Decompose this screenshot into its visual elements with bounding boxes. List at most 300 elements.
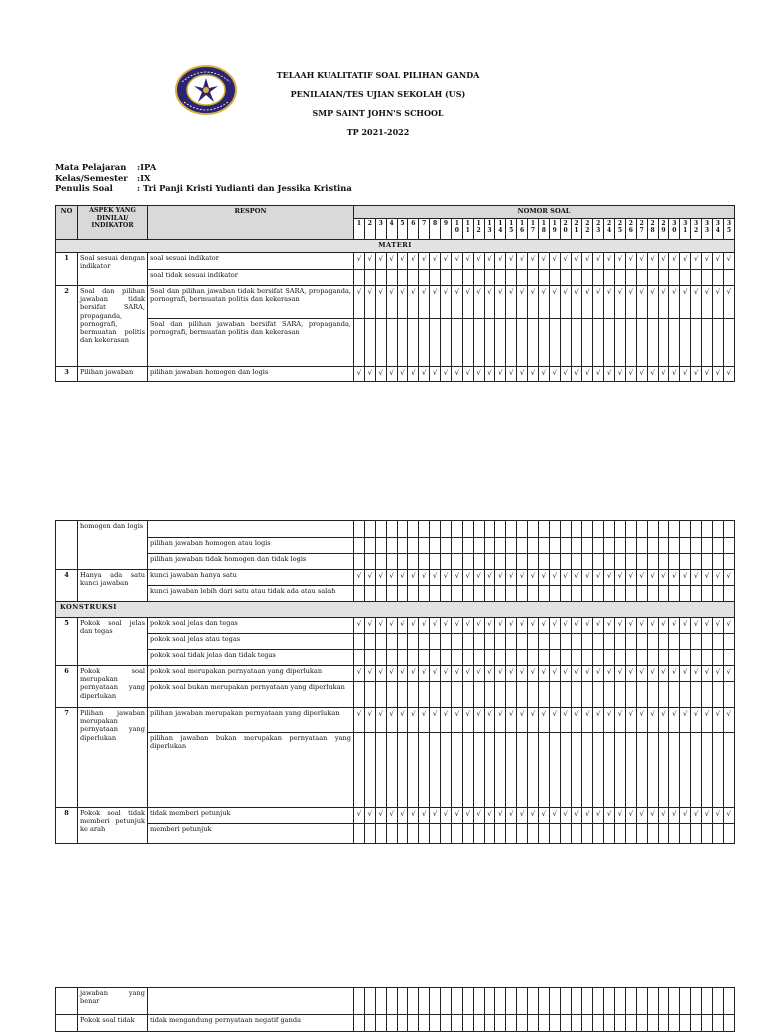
- check-mark: √: [441, 618, 452, 634]
- row-number: 3: [56, 367, 78, 382]
- respon-cell: soal sesuai indikator: [148, 253, 354, 270]
- check-mark: √: [669, 666, 680, 682]
- empty-cell: [593, 586, 604, 602]
- empty-cell: [354, 270, 365, 286]
- check-mark: √: [593, 808, 604, 824]
- empty-cell: [528, 634, 539, 650]
- respon-cell: pilihan jawaban merupakan pernyataan yang diperlukan: [148, 708, 354, 733]
- check-mark: √: [723, 708, 734, 733]
- check-mark: √: [702, 570, 713, 586]
- check-mark: √: [712, 286, 723, 319]
- check-mark: √: [549, 618, 560, 634]
- question-number-35: 3 5: [723, 219, 734, 240]
- check-mark: √: [625, 367, 636, 382]
- empty-cell: [582, 554, 593, 570]
- empty-cell: [430, 270, 441, 286]
- empty-cell: [647, 824, 658, 844]
- check-mark: √: [386, 367, 397, 382]
- check-mark: √: [430, 253, 441, 270]
- empty-cell: [462, 824, 473, 844]
- check-mark: √: [691, 808, 702, 824]
- empty-cell: [549, 634, 560, 650]
- check-mark: √: [397, 367, 408, 382]
- check-mark: √: [723, 618, 734, 634]
- empty-cell: [364, 733, 375, 808]
- empty-cell: [451, 554, 462, 570]
- empty-cell: [625, 682, 636, 708]
- table-row: [56, 733, 735, 808]
- check-mark: √: [364, 666, 375, 682]
- check-mark: √: [582, 618, 593, 634]
- empty-cell: [354, 682, 365, 708]
- check-mark: √: [647, 708, 658, 733]
- empty-cell: [723, 521, 734, 538]
- respon-cell: soal tidak sesuai indikator: [148, 270, 354, 286]
- empty-cell: [419, 538, 430, 554]
- empty-cell: [430, 319, 441, 367]
- empty-cell: [430, 682, 441, 708]
- check-mark: √: [462, 666, 473, 682]
- empty-cell: [462, 586, 473, 602]
- check-mark: √: [473, 708, 484, 733]
- check-mark: √: [495, 808, 506, 824]
- empty-cell: [375, 554, 386, 570]
- empty-cell: [647, 521, 658, 538]
- empty-cell: [615, 1015, 626, 1032]
- check-mark: √: [506, 708, 517, 733]
- check-mark: √: [691, 570, 702, 586]
- empty-cell: [647, 554, 658, 570]
- empty-cell: [680, 538, 691, 554]
- empty-cell: [441, 988, 452, 1015]
- empty-cell: [451, 634, 462, 650]
- empty-cell: [528, 538, 539, 554]
- check-mark: √: [712, 618, 723, 634]
- empty-cell: [538, 733, 549, 808]
- empty-cell: [484, 538, 495, 554]
- empty-cell: [462, 682, 473, 708]
- empty-cell: [604, 319, 615, 367]
- check-mark: √: [658, 808, 669, 824]
- check-mark: √: [560, 253, 571, 270]
- empty-cell: [658, 733, 669, 808]
- empty-cell: [604, 733, 615, 808]
- empty-cell: [615, 538, 626, 554]
- empty-cell: [386, 319, 397, 367]
- empty-cell: [723, 733, 734, 808]
- row-number: 2: [56, 286, 78, 367]
- empty-cell: [451, 538, 462, 554]
- check-mark: √: [441, 286, 452, 319]
- check-mark: √: [451, 808, 462, 824]
- question-number-27: 2 7: [636, 219, 647, 240]
- empty-cell: [680, 319, 691, 367]
- empty-cell: [712, 586, 723, 602]
- check-mark: √: [484, 286, 495, 319]
- aspek-cell: homogen dan logis: [78, 521, 148, 570]
- empty-cell: [560, 824, 571, 844]
- empty-cell: [549, 650, 560, 666]
- empty-cell: [473, 521, 484, 538]
- table-row: [56, 1015, 735, 1032]
- empty-cell: [636, 1015, 647, 1032]
- empty-cell: [375, 988, 386, 1015]
- empty-cell: [408, 824, 419, 844]
- empty-cell: [408, 586, 419, 602]
- check-mark: √: [354, 808, 365, 824]
- check-mark: √: [397, 666, 408, 682]
- empty-cell: [571, 824, 582, 844]
- question-number-12: 1 2: [473, 219, 484, 240]
- empty-cell: [473, 733, 484, 808]
- empty-cell: [702, 521, 713, 538]
- check-mark: √: [636, 808, 647, 824]
- question-number-5: 5: [397, 219, 408, 240]
- check-mark: √: [549, 808, 560, 824]
- check-mark: √: [430, 367, 441, 382]
- check-mark: √: [549, 253, 560, 270]
- check-mark: √: [604, 253, 615, 270]
- empty-cell: [658, 586, 669, 602]
- table-row: [56, 682, 735, 708]
- check-mark: √: [582, 666, 593, 682]
- empty-cell: [582, 682, 593, 708]
- empty-cell: [538, 634, 549, 650]
- table-row: [56, 988, 735, 1015]
- empty-cell: [658, 824, 669, 844]
- empty-cell: [604, 1015, 615, 1032]
- kelas-value: :IX: [137, 172, 151, 183]
- empty-cell: [680, 650, 691, 666]
- title-line-1: TELAAH KUALITATIF SOAL PILIHAN GANDA: [276, 70, 480, 80]
- empty-cell: [517, 554, 528, 570]
- check-mark: √: [615, 570, 626, 586]
- empty-cell: [495, 650, 506, 666]
- empty-cell: [615, 733, 626, 808]
- check-mark: √: [658, 367, 669, 382]
- empty-cell: [538, 319, 549, 367]
- empty-cell: [723, 538, 734, 554]
- empty-cell: [408, 682, 419, 708]
- empty-cell: [364, 824, 375, 844]
- empty-cell: [506, 554, 517, 570]
- empty-cell: [680, 682, 691, 708]
- empty-cell: [528, 650, 539, 666]
- empty-cell: [636, 988, 647, 1015]
- check-mark: √: [462, 618, 473, 634]
- check-mark: √: [647, 808, 658, 824]
- empty-cell: [484, 586, 495, 602]
- empty-cell: [473, 634, 484, 650]
- check-mark: √: [669, 570, 680, 586]
- empty-cell: [571, 554, 582, 570]
- col-header-respon: RESPON: [148, 206, 354, 240]
- empty-cell: [397, 270, 408, 286]
- empty-cell: [441, 270, 452, 286]
- empty-cell: [386, 682, 397, 708]
- check-mark: √: [462, 286, 473, 319]
- empty-cell: [615, 270, 626, 286]
- check-mark: √: [538, 367, 549, 382]
- check-mark: √: [495, 253, 506, 270]
- empty-cell: [712, 988, 723, 1015]
- empty-cell: [615, 554, 626, 570]
- empty-cell: [604, 988, 615, 1015]
- check-mark: √: [571, 808, 582, 824]
- empty-cell: [528, 554, 539, 570]
- empty-cell: [495, 586, 506, 602]
- question-number-32: 3 2: [691, 219, 702, 240]
- check-mark: √: [441, 808, 452, 824]
- check-mark: √: [484, 618, 495, 634]
- check-mark: √: [571, 618, 582, 634]
- check-mark: √: [441, 367, 452, 382]
- check-mark: √: [723, 570, 734, 586]
- check-mark: √: [647, 666, 658, 682]
- empty-cell: [702, 634, 713, 650]
- question-number-3: 3: [375, 219, 386, 240]
- check-mark: √: [495, 708, 506, 733]
- question-number-20: 2 0: [560, 219, 571, 240]
- empty-cell: [560, 538, 571, 554]
- check-mark: √: [702, 286, 713, 319]
- empty-cell: [517, 270, 528, 286]
- empty-cell: [451, 521, 462, 538]
- kelas-label: Kelas/Semester: [55, 172, 128, 183]
- check-mark: √: [571, 367, 582, 382]
- check-mark: √: [528, 618, 539, 634]
- check-mark: √: [636, 708, 647, 733]
- table-row: [56, 634, 735, 650]
- empty-cell: [691, 521, 702, 538]
- table-row: [56, 824, 735, 844]
- empty-cell: [538, 988, 549, 1015]
- empty-cell: [712, 650, 723, 666]
- empty-cell: [658, 650, 669, 666]
- check-mark: √: [364, 253, 375, 270]
- empty-cell: [451, 270, 462, 286]
- check-mark: √: [375, 570, 386, 586]
- empty-cell: [604, 586, 615, 602]
- check-mark: √: [473, 666, 484, 682]
- empty-cell: [397, 650, 408, 666]
- check-mark: √: [386, 286, 397, 319]
- empty-cell: [528, 733, 539, 808]
- empty-cell: [484, 554, 495, 570]
- empty-cell: [419, 634, 430, 650]
- question-number-24: 2 4: [604, 219, 615, 240]
- check-mark: √: [375, 808, 386, 824]
- empty-cell: [560, 988, 571, 1015]
- empty-cell: [386, 634, 397, 650]
- empty-cell: [354, 634, 365, 650]
- empty-cell: [560, 319, 571, 367]
- check-mark: √: [354, 570, 365, 586]
- empty-cell: [669, 682, 680, 708]
- question-number-25: 2 5: [615, 219, 626, 240]
- empty-cell: [571, 988, 582, 1015]
- check-mark: √: [528, 708, 539, 733]
- empty-cell: [506, 634, 517, 650]
- empty-cell: [723, 824, 734, 844]
- empty-cell: [484, 1015, 495, 1032]
- check-mark: √: [691, 618, 702, 634]
- check-mark: √: [571, 570, 582, 586]
- check-mark: √: [386, 618, 397, 634]
- empty-cell: [712, 538, 723, 554]
- empty-cell: [495, 682, 506, 708]
- empty-cell: [419, 650, 430, 666]
- check-mark: √: [473, 618, 484, 634]
- empty-cell: [375, 733, 386, 808]
- row-number: 7: [56, 708, 78, 808]
- empty-cell: [658, 319, 669, 367]
- empty-cell: [419, 521, 430, 538]
- empty-cell: [549, 1015, 560, 1032]
- empty-cell: [441, 554, 452, 570]
- table-row: [56, 666, 735, 682]
- check-mark: √: [430, 808, 441, 824]
- empty-cell: [462, 270, 473, 286]
- empty-cell: [451, 650, 462, 666]
- question-number-13: 1 3: [484, 219, 495, 240]
- empty-cell: [473, 988, 484, 1015]
- empty-cell: [625, 988, 636, 1015]
- check-mark: √: [484, 367, 495, 382]
- check-mark: √: [604, 708, 615, 733]
- check-mark: √: [419, 708, 430, 733]
- empty-cell: [615, 988, 626, 1015]
- empty-cell: [691, 538, 702, 554]
- empty-cell: [408, 538, 419, 554]
- empty-cell: [441, 733, 452, 808]
- check-mark: √: [712, 570, 723, 586]
- empty-cell: [408, 319, 419, 367]
- empty-cell: [712, 270, 723, 286]
- check-mark: √: [386, 808, 397, 824]
- table-row: [56, 570, 735, 586]
- check-mark: √: [517, 570, 528, 586]
- check-mark: √: [625, 286, 636, 319]
- check-mark: √: [397, 808, 408, 824]
- check-mark: √: [441, 570, 452, 586]
- empty-cell: [386, 1015, 397, 1032]
- check-mark: √: [408, 708, 419, 733]
- check-mark: √: [473, 253, 484, 270]
- empty-cell: [571, 538, 582, 554]
- empty-cell: [560, 1015, 571, 1032]
- check-mark: √: [528, 253, 539, 270]
- empty-cell: [560, 650, 571, 666]
- question-number-4: 4: [386, 219, 397, 240]
- check-mark: √: [528, 367, 539, 382]
- empty-cell: [386, 824, 397, 844]
- check-mark: √: [680, 708, 691, 733]
- table-row: [56, 270, 735, 286]
- respon-cell: pokok soal bukan merupakan pernyataan yang diperlukan: [148, 682, 354, 708]
- title-line-4: TP 2021-2022: [346, 127, 410, 137]
- check-mark: √: [560, 286, 571, 319]
- empty-cell: [397, 682, 408, 708]
- empty-cell: [615, 634, 626, 650]
- table-row: [56, 521, 735, 538]
- col-header-nomor-soal: NOMOR SOAL: [354, 206, 735, 219]
- check-mark: √: [517, 253, 528, 270]
- check-mark: √: [582, 708, 593, 733]
- empty-cell: [484, 521, 495, 538]
- check-mark: √: [462, 808, 473, 824]
- empty-cell: [506, 682, 517, 708]
- empty-cell: [691, 1015, 702, 1032]
- check-mark: √: [604, 286, 615, 319]
- check-mark: √: [484, 808, 495, 824]
- check-mark: √: [430, 570, 441, 586]
- check-mark: √: [593, 286, 604, 319]
- check-mark: √: [669, 808, 680, 824]
- check-mark: √: [473, 570, 484, 586]
- question-number-22: 2 2: [582, 219, 593, 240]
- empty-cell: [604, 554, 615, 570]
- empty-cell: [615, 319, 626, 367]
- empty-cell: [408, 1015, 419, 1032]
- empty-cell: [386, 586, 397, 602]
- empty-cell: [647, 270, 658, 286]
- empty-cell: [702, 319, 713, 367]
- empty-cell: [386, 521, 397, 538]
- empty-cell: [712, 521, 723, 538]
- empty-cell: [680, 554, 691, 570]
- question-number-8: 8: [430, 219, 441, 240]
- question-number-14: 1 4: [495, 219, 506, 240]
- empty-cell: [658, 538, 669, 554]
- check-mark: √: [669, 708, 680, 733]
- check-mark: √: [354, 253, 365, 270]
- empty-cell: [647, 682, 658, 708]
- empty-cell: [702, 586, 713, 602]
- check-mark: √: [604, 367, 615, 382]
- check-mark: √: [712, 708, 723, 733]
- empty-cell: [354, 824, 365, 844]
- empty-cell: [625, 538, 636, 554]
- empty-cell: [582, 319, 593, 367]
- col-header-aspek: ASPEK YANG DINILAI/ INDIKATOR: [78, 206, 148, 240]
- empty-cell: [571, 682, 582, 708]
- check-mark: √: [636, 367, 647, 382]
- empty-cell: [430, 824, 441, 844]
- table-row: [56, 286, 735, 319]
- check-mark: √: [528, 666, 539, 682]
- check-mark: √: [549, 570, 560, 586]
- empty-cell: [669, 634, 680, 650]
- empty-cell: [702, 988, 713, 1015]
- empty-cell: [506, 521, 517, 538]
- check-mark: √: [625, 253, 636, 270]
- empty-cell: [658, 521, 669, 538]
- empty-cell: [354, 319, 365, 367]
- check-mark: √: [538, 253, 549, 270]
- empty-cell: [397, 538, 408, 554]
- empty-cell: [517, 682, 528, 708]
- empty-cell: [625, 319, 636, 367]
- question-number-17: 1 7: [528, 219, 539, 240]
- empty-cell: [375, 634, 386, 650]
- empty-cell: [702, 682, 713, 708]
- empty-cell: [615, 824, 626, 844]
- check-mark: √: [419, 666, 430, 682]
- empty-cell: [712, 554, 723, 570]
- check-mark: √: [538, 286, 549, 319]
- empty-cell: [582, 733, 593, 808]
